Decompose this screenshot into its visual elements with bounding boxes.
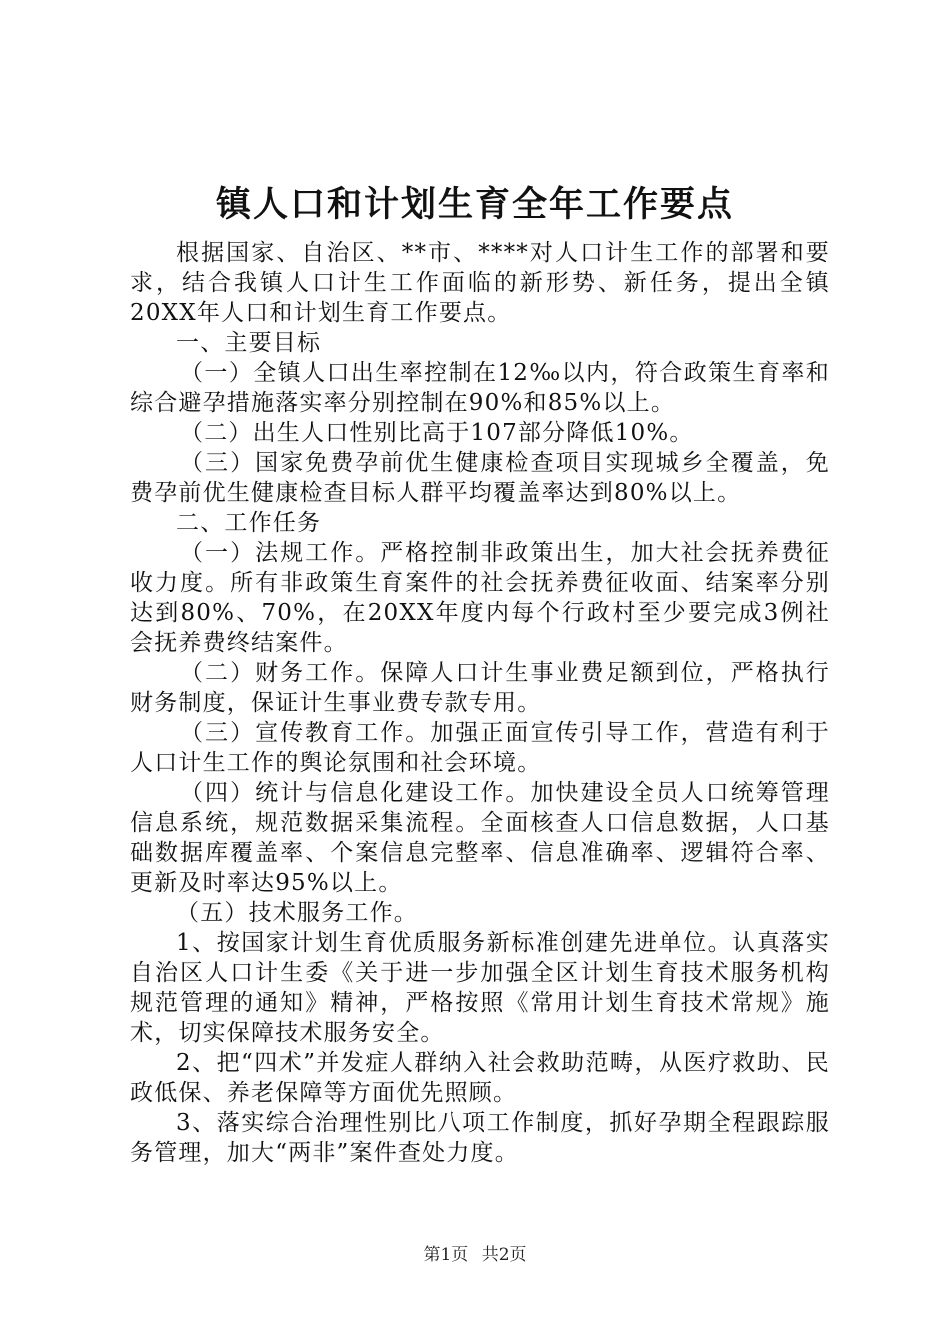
section-heading-goals: 一、主要目标	[176, 330, 322, 356]
goal-item-2: （二）出生人口性别比高于107部分降低10%。	[180, 420, 694, 446]
subtask-item-3: 3、落实综合治理性别比八项工作制度，抓好孕期全程跟踪服务管理，加大“两非”案件查处力度。	[130, 1110, 830, 1166]
page-total: 共2页	[481, 1245, 527, 1265]
page-number: 第1页	[423, 1245, 469, 1265]
subtask-item-1: 1、按国家计划生育优质服务新标准创建先进单位。认真落实自治区人口计生委《关于进一步加强全区计划生育技术服务机构规范管理的通知》精神，严格按照《常用计划生育技术常规》施术，切实保障技术服务安全。	[130, 930, 830, 1046]
page-footer	[0, 1243, 950, 1267]
task-item-1: （一）法规工作。严格控制非政策出生，加大社会抚养费征收力度。所有非政策生育案件的社会抚养费征收面、结案率分别达到80%、70%，在20XX年度内每个行政村至少要完成3例社会抚养费终结案件。	[130, 540, 830, 656]
task-item-5: （五）技术服务工作。	[176, 900, 418, 926]
section-heading-tasks: 二、工作任务	[176, 510, 322, 536]
task-item-4: （四）统计与信息化建设工作。加快建设全员人口统筹管理信息系统，规范数据采集流程。全面核查人口信息数据，人口基础数据库覆盖率、个案信息完整率、信息准确率、逻辑符合率、更新及时率达95%以上。	[130, 780, 830, 896]
document-body	[130, 238, 830, 1168]
subtask-item-2: 2、把“四术”并发症人群纳入社会救助范畴，从医疗救助、民政低保、养老保障等方面优先照顾。	[130, 1050, 830, 1106]
goal-item-1: （一）全镇人口出生率控制在12‰以内，符合政策生育率和综合避孕措施落实率分别控制在90%和85%以上。	[130, 360, 830, 416]
document-title: 镇人口和计划生育全年工作要点	[215, 185, 734, 225]
task-item-3: （三）宣传教育工作。加强正面宣传引导工作，营造有利于人口计生工作的舆论氛围和社会环境。	[130, 720, 830, 776]
goal-item-3: （三）国家免费孕前优生健康检查项目实现城乡全覆盖，免费孕前优生健康检查目标人群平均覆盖率达到80%以上。	[130, 450, 830, 506]
task-item-2: （二）财务工作。保障人口计生事业费足额到位，严格执行财务制度，保证计生事业费专款专用。	[130, 660, 830, 716]
intro-paragraph: 根据国家、自治区、**市、****对人口计生工作的部署和要求，结合我镇人口计生工作面临的新形势、新任务，提出全镇20XX年人口和计划生育工作要点。	[130, 240, 830, 326]
